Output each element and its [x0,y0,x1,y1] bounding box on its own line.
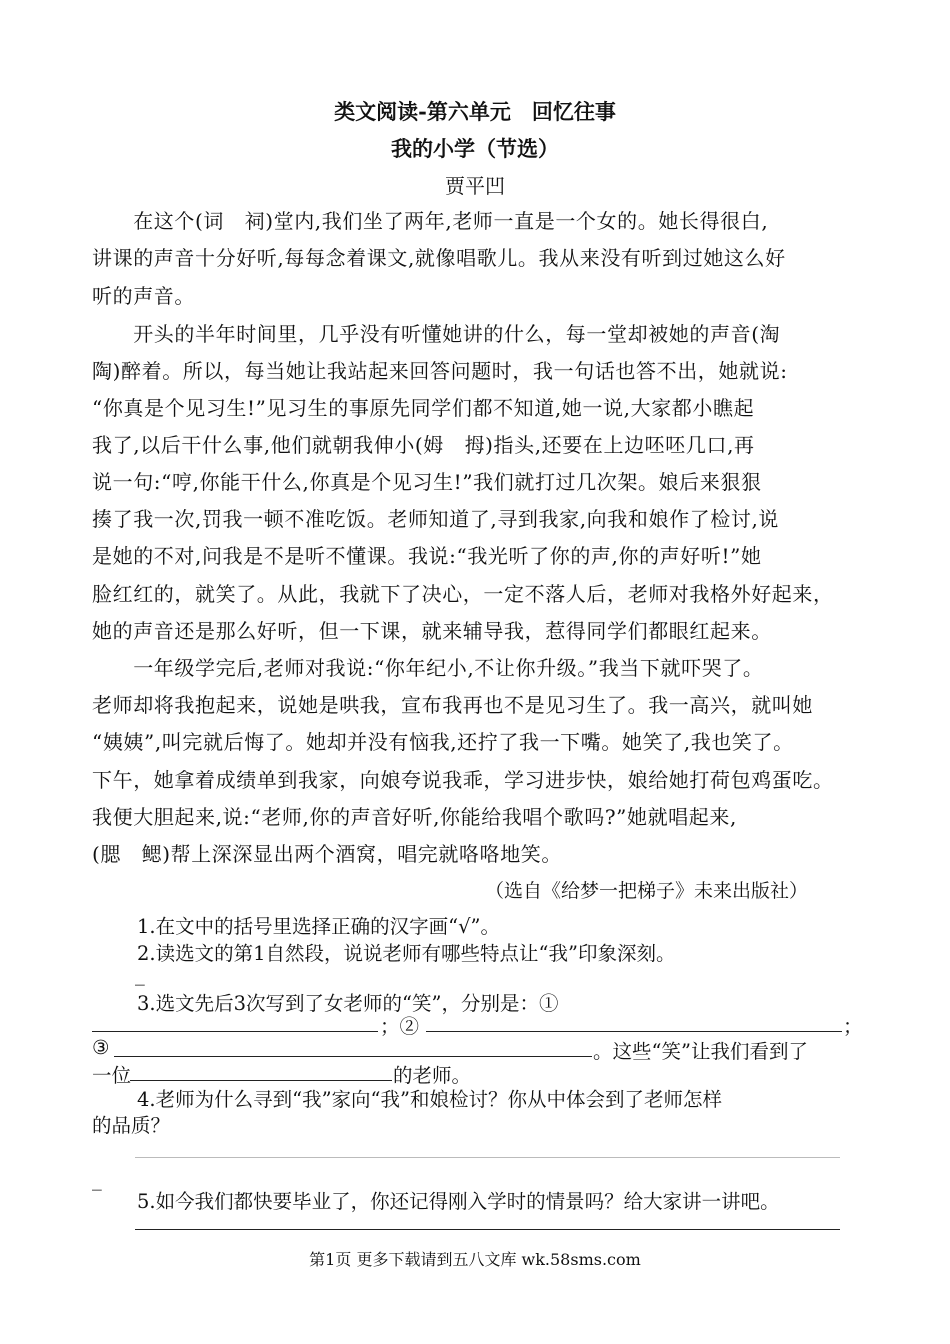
answer-blank-4[interactable] [130,1080,392,1081]
answer-line[interactable] [135,1229,840,1230]
question-3: 3.选文先后3次写到了女老师的“笑”，分别是：① [137,992,559,1015]
passage-line: 开头的半年时间里，几乎没有听懂她讲的什么，每一堂却被她的声音(淘 [92,322,781,346]
question-3-text: 。这些“笑”让我们看到了 [593,1040,808,1063]
question-5: 5.如今我们都快要毕业了，你还记得刚入学时的情景吗？给大家讲一讲吧。 [137,1190,780,1213]
answer-blank-3[interactable] [114,1056,592,1057]
question-1: 1.在文中的括号里选择正确的汉字画“√”。 [137,915,500,938]
passage-line: 揍了我一次,罚我一顿不准吃饭。老师知道了,寻到我家,向我和娘作了检讨,说 [92,507,780,531]
passage-line: 我便大胆起来,说:“老师,你的声音好听,你能给我唱个歌吗?”她就唱起来, [92,805,737,829]
answer-blank-1[interactable] [92,1031,378,1032]
passage-line: “姨姨”,叫完就后悔了。她却并没有恼我,还拧了我一下嘴。她笑了,我也笑了。 [92,730,794,754]
answer-blank-2[interactable] [426,1031,842,1032]
passage-line: 老师却将我抱起来，说她是哄我，宣布我再也不是见习生了。我一高兴，就叫她 [92,693,813,717]
unit-title: 类文阅读-第六单元 回忆往事 [334,99,616,124]
author: 贾平凹 [445,174,505,198]
answer-mark: _ [135,963,145,986]
passage-line: 讲课的声音十分好听,每每念着课文,就像唱歌儿。我从来没有听到过她这么好 [92,246,786,270]
passage-line: 在这个(词 祠)堂内,我们坐了两年,老师一直是一个女的。她长得很白, [92,209,769,233]
question-3-sep: ； [843,1015,863,1038]
answer-mark: _ [92,1168,102,1191]
passage-line: 听的声音。 [92,284,195,308]
passage-line: “你真是个见习生!”见习生的事原先同学们都不知道,她一说,大家都小瞧起 [92,396,755,420]
passage-line: 下午，她拿着成绩单到我家，向娘夸说我乖，学习进步快，娘给她打荷包鸡蛋吃。 [92,768,834,792]
question-4-cont: 的品质？ [92,1114,171,1137]
question-2: 2.读选文的第1自然段，说说老师有哪些特点让“我”印象深刻。 [137,942,676,965]
page-footer: 第1页 更多下载请到五八文库 wk.58sms.com [309,1250,641,1269]
passage-line: 说一句:“哼,你能干什么,你真是个见习生!”我们就打过几次架。娘后来狠狠 [92,470,762,494]
question-3-text: 一位 [92,1064,132,1087]
question-4: 4.老师为什么寻到“我”家向“我”和娘检讨？你从中体会到了老师怎样 [137,1088,722,1111]
passage-line: 是她的不对,问我是不是听不懂课。我说:“我光听了你的声,你的声好听!”她 [92,544,762,568]
question-3-num: ③ [92,1036,110,1059]
question-3-text: 的老师。 [393,1064,472,1087]
answer-line[interactable] [135,1157,840,1158]
passage-line: (腮 鳃)帮上深深显出两个酒窝，唱完就咯咯地笑。 [92,842,563,866]
passage-line: 陶)醉着。所以，每当她让我站起来回答问题时，我一句话也答不出，她就说: [92,359,788,383]
question-3-sep: ；② [380,1015,420,1038]
passage-line: 脸红红的，就笑了。从此，我就下了决心，一定不落人后，老师对我格外好起来， [92,582,834,606]
article-title: 我的小学（节选） [391,136,559,161]
passage-line: 她的声音还是那么好听，但一下课，就来辅导我，惹得同学们都眼红起来。 [92,619,772,643]
passage-line: 我了,以后干什么事,他们就朝我伸小(姆 拇)指头,还要在上边呸呸几口,再 [92,433,755,457]
passage-line: 一年级学完后,老师对我说:“你年纪小,不让你升级。”我当下就吓哭了。 [92,656,764,680]
source-citation: （选自《给梦一把梯子》未来出版社） [485,880,809,902]
